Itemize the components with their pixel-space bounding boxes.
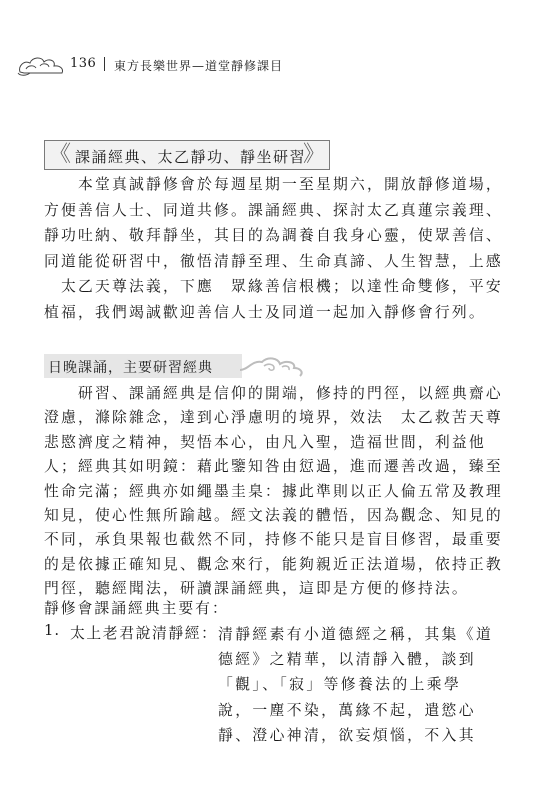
description-line: 說，一塵不染，萬緣不起，遣慾心	[218, 701, 476, 719]
paragraph-line: 門徑，聽經聞法，研讀課誦經典，這即是方便的修持法。	[44, 580, 469, 598]
paragraph-line: 靜功吐納、敬拜靜坐，其目的為調養自我身心靈，使眾善信、	[44, 227, 503, 244]
paragraph-line: 知見，使心性無所踰越。經文法義的體悟，因為觀念、知見的	[44, 506, 503, 524]
paragraph-line: 悲愍濟度之精神，契悟本心，由凡入聖，造福世間，利益他	[44, 433, 486, 451]
description-line: 靜、澄心神清，欲妄煩惱，不入其	[218, 726, 476, 744]
paragraph-line: 澄慮，滌除雜念，達到心淨慮明的境界，效法 太乙救苦天尊	[44, 409, 503, 427]
paragraph-line: 植福，我們竭誠歡迎善信人士及同道一起加入靜修會行列。	[44, 303, 486, 321]
intro-paragraph	[44, 172, 503, 325]
paragraph-line: 研習、課誦經典是信仰的開端，修持的門徑，以經典齋心	[44, 385, 503, 402]
subsection-title: 日晚課誦，主要研習經典	[48, 360, 213, 376]
left-bracket-icon: 《	[49, 142, 72, 167]
list-item-description	[218, 622, 493, 748]
paragraph-line: 太乙天尊法義，下應 眾緣善信根機；以達性命雙修，平安	[44, 278, 503, 295]
section-heading-box	[44, 140, 330, 170]
list-label: 靜修會課誦經典主要有：	[44, 600, 229, 617]
description-line: 德經》之精華，以清靜入體，談到	[218, 651, 476, 669]
cloud-ornament-icon	[16, 52, 68, 78]
page-number: 136	[70, 56, 97, 71]
running-title: 東方長樂世界—道堂靜修課目	[114, 59, 284, 73]
list-item-number: 1.	[44, 622, 61, 639]
right-bracket-icon: 》	[302, 142, 325, 167]
section-title: 課誦經典、太乙靜功、靜坐研習	[75, 148, 307, 166]
subsection-heading-box	[44, 354, 242, 378]
paragraph-line: 人；經典其如明鏡：藉此鑒知咎由愆過，進而遷善改過，臻至	[44, 458, 503, 476]
cloud-scroll-icon	[238, 352, 308, 380]
paragraph-line: 的是依據正確知見、觀念來行，能夠親近正法道場，依持正教	[44, 555, 503, 573]
paragraph-line: 不同，承負果報也截然不同，持修不能只是盲目修習，最重要	[44, 531, 503, 549]
list-item-title: 太上老君說清靜經：	[70, 625, 218, 642]
description-line: 「觀」、「寂」等修養法的上乘學	[218, 676, 462, 694]
paragraph-line: 同道能從研習中，徹悟清靜至理、生命真諦、人生智慧，上感	[44, 252, 503, 270]
paragraph-line: 方便善信人士、同道共修。課誦經典、探討太乙真蓮宗義理、	[44, 201, 503, 219]
study-paragraph	[44, 382, 503, 602]
header-divider	[104, 57, 105, 71]
paragraph-line: 本堂真誠靜修會於每週星期一至星期六，開放靜修道場，	[44, 176, 503, 193]
paragraph-line: 性命完滿；經典亦如繩墨圭臬：據此準則以正人倫五常及教理	[44, 482, 503, 500]
description-line: 清靜經素有小道德經之稱，其集《道	[218, 626, 494, 643]
page-header	[0, 0, 559, 80]
